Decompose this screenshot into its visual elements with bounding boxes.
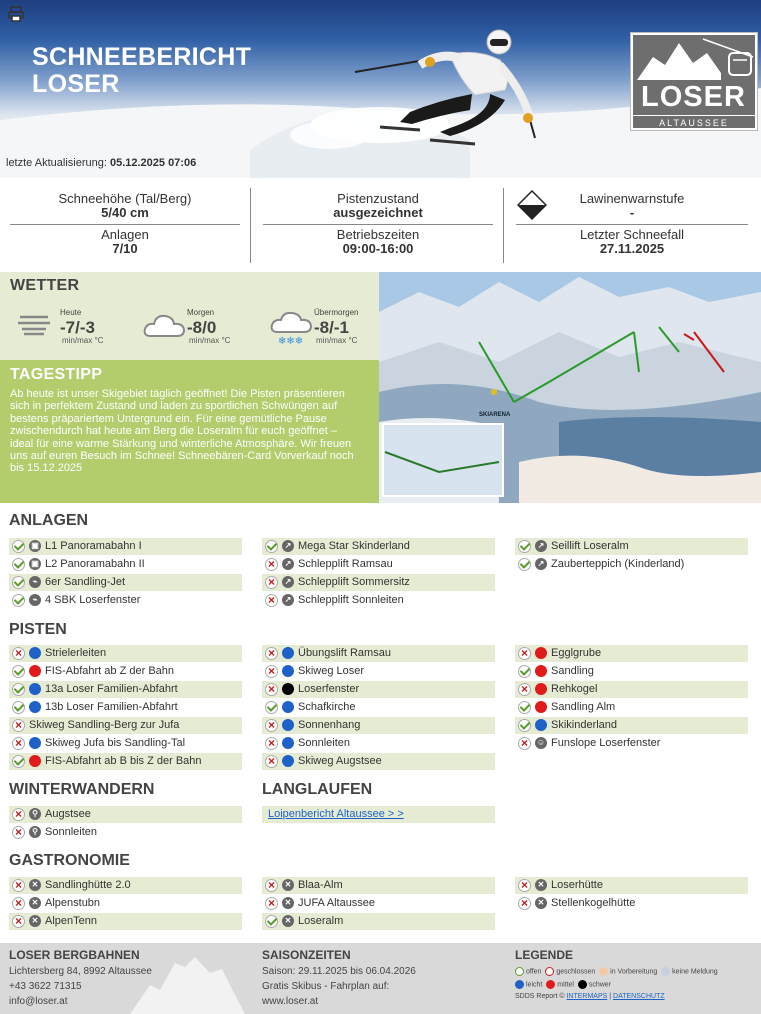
difficulty-blue-icon — [282, 719, 294, 731]
anlage-name: Schlepplift Ramsau — [298, 558, 393, 570]
status-open-icon — [12, 576, 25, 589]
footer-website[interactable]: www.loser.at — [262, 996, 319, 1007]
weather-panel — [0, 272, 379, 360]
gastro-name: Stellenkogelhütte — [551, 897, 636, 909]
piste-item — [515, 699, 748, 716]
status-open-icon — [12, 594, 25, 607]
anlage-name: Schlepplift Sonnleiten — [298, 594, 404, 606]
piste-name: FIS-Abfahrt ab B bis Z der Bahn — [45, 755, 202, 767]
anlage-name: Seillift Loseralm — [551, 540, 629, 552]
status-closed-icon — [12, 808, 25, 821]
status-closed-icon — [12, 897, 25, 910]
no-report-icon — [661, 967, 670, 976]
anlage-item — [262, 574, 495, 591]
piste-name: Skikinderland — [551, 719, 618, 731]
fog-icon — [16, 312, 52, 336]
piste-item — [9, 735, 242, 752]
restaurant-icon: ✕ — [535, 879, 547, 891]
piste-name: Sandling Alm — [551, 701, 616, 713]
piste-item — [262, 663, 495, 680]
key-stats — [0, 178, 761, 272]
piste-item — [515, 717, 748, 734]
winterwandern-name: Sonnleiten — [45, 826, 97, 838]
draglift-icon: ↗ — [282, 594, 294, 606]
hero-banner — [0, 0, 761, 178]
status-closed-icon — [265, 683, 278, 696]
anlage-item — [262, 556, 495, 573]
divider — [10, 224, 240, 225]
legend-credits: SDDS Report © INTERMAPS | DATENSCHUTZ — [515, 993, 665, 1000]
restaurant-icon: ✕ — [29, 879, 41, 891]
pisten-title: PISTEN — [9, 621, 67, 638]
footer-season-title: SAISONZEITEN — [262, 948, 351, 962]
status-closed-icon — [265, 558, 278, 571]
piste-item — [262, 681, 495, 698]
page-title: SCHNEEBERICHT LOSER — [32, 43, 252, 98]
status-closed-icon — [518, 647, 531, 660]
anlage-item — [9, 592, 242, 609]
status-open-icon — [12, 683, 25, 696]
hiker-icon: ⚲ — [29, 826, 41, 838]
intermaps-link[interactable]: INTERMAPS — [566, 993, 608, 1000]
status-closed-icon — [265, 665, 278, 678]
footer-phone[interactable]: +43 3622 71315 — [9, 981, 82, 992]
stat-anlagen: Anlagen 7/10 — [101, 227, 149, 256]
legend-row-difficulty: leicht mittel schwer — [515, 980, 611, 989]
status-open-icon — [518, 558, 531, 571]
difficulty-blue-icon — [282, 647, 294, 659]
gastro-item — [262, 913, 495, 930]
status-closed-icon — [518, 737, 531, 750]
restaurant-icon: ✕ — [282, 915, 294, 927]
gastro-name: JUFA Altaussee — [298, 897, 376, 909]
status-closed-icon — [12, 915, 25, 928]
piste-item — [9, 681, 242, 698]
difficulty-blue-icon — [282, 701, 294, 713]
footer-season-block — [262, 964, 416, 1009]
stat-betriebszeiten: Betriebszeiten 09:00-16:00 — [336, 227, 420, 256]
difficulty-blue-icon — [282, 737, 294, 749]
piste-item — [262, 717, 495, 734]
hiker-icon: ⚲ — [29, 808, 41, 820]
winterwandern-item — [9, 824, 242, 841]
difficulty-red-icon — [29, 665, 41, 677]
anlage-item — [9, 574, 242, 591]
status-open-icon — [518, 540, 531, 553]
difficult-icon — [578, 980, 587, 989]
piste-name: 13a Loser Familien-Abfahrt — [45, 683, 178, 695]
anlage-name: L1 Panoramabahn I — [45, 540, 142, 552]
cloud-icon — [143, 312, 187, 338]
footer-address-block — [9, 964, 152, 1009]
draglift-icon: ↗ — [535, 558, 547, 570]
difficulty-blue-icon — [535, 719, 547, 731]
medium-icon — [546, 980, 555, 989]
gastro-name: Loserhütte — [551, 879, 603, 891]
footer-email[interactable]: info@loser.at — [9, 996, 68, 1007]
anlagen-title: ANLAGEN — [9, 512, 89, 529]
legend-title: LEGENDE — [515, 948, 574, 962]
stat-letzter-schneefall: Letzter Schneefall 27.11.2025 — [579, 227, 685, 256]
status-open-icon — [518, 665, 531, 678]
season-dates: Saison: 29.11.2025 bis 06.04.2026 — [262, 966, 416, 977]
langlaufen-title: LANGLAUFEN — [262, 781, 373, 798]
status-closed-icon — [518, 683, 531, 696]
piste-item — [262, 735, 495, 752]
piste-item — [9, 753, 242, 770]
piste-name: Strielerleiten — [45, 647, 107, 659]
status-closed-icon — [12, 719, 25, 732]
status-open-icon — [12, 701, 25, 714]
tagestipp-title: TAGESTIPP — [10, 366, 103, 383]
difficulty-blue-icon — [29, 647, 41, 659]
piste-name: Funslope Loserfenster — [551, 737, 661, 749]
status-open-icon — [518, 719, 531, 732]
divider — [503, 188, 504, 263]
anlage-item — [9, 538, 242, 555]
anlage-item — [515, 556, 748, 573]
weather-temp: -7/-3 — [60, 318, 95, 337]
status-open-icon — [12, 540, 25, 553]
status-closed-icon — [265, 737, 278, 750]
draglift-icon: ↗ — [282, 558, 294, 570]
piste-name: Schafkirche — [298, 701, 356, 713]
piste-name: Sandling — [551, 665, 594, 677]
piste-item — [262, 753, 495, 770]
anlage-name: 4 SBK Loserfenster — [45, 594, 141, 606]
status-open-icon — [12, 558, 25, 571]
status-closed-icon — [12, 737, 25, 750]
chairlift-icon: ⌁ — [29, 576, 41, 588]
closed-icon — [545, 967, 554, 976]
status-closed-icon — [518, 879, 531, 892]
stat-pistenzustand: Pistenzustand ausgezeichnet — [333, 191, 423, 220]
winterwandern-item — [9, 806, 242, 823]
status-open-icon — [12, 755, 25, 768]
piste-item — [515, 663, 748, 680]
gastro-item — [515, 877, 748, 894]
gastro-name: Sandlinghütte 2.0 — [45, 879, 131, 891]
restaurant-icon: ✕ — [29, 915, 41, 927]
divider — [263, 224, 493, 225]
funslope-icon: ☺ — [536, 738, 546, 747]
datenschutz-link[interactable]: DATENSCHUTZ — [613, 993, 665, 1000]
piste-name: Übungslift Ramsau — [298, 647, 391, 659]
piste-name: Rehkogel — [551, 683, 598, 695]
gastro-item — [9, 913, 242, 930]
gastro-name: AlpenTenn — [45, 915, 97, 927]
legend-row-status: offen geschlossen in Vorbereitung keine Meldung — [515, 967, 718, 976]
difficulty-red-icon — [29, 755, 41, 767]
piste-item — [262, 645, 495, 662]
piste-name: Egglgrube — [551, 647, 602, 659]
gastro-item — [515, 895, 748, 912]
difficulty-blue-icon — [282, 665, 294, 677]
piste-name: Sonnleiten — [298, 737, 350, 749]
status-closed-icon — [265, 647, 278, 660]
skibus-text: Gratis Skibus - Fahrplan auf: — [262, 981, 390, 992]
restaurant-icon: ✕ — [282, 897, 294, 909]
difficulty-blue-icon — [29, 701, 41, 713]
draglift-icon: ↗ — [535, 540, 547, 552]
anlage-item — [262, 592, 495, 609]
piste-item — [9, 663, 242, 680]
footer — [0, 943, 761, 1014]
piste-item — [9, 699, 242, 716]
difficulty-blue-icon — [282, 755, 294, 767]
anlage-item — [262, 538, 495, 555]
difficulty-red-icon — [535, 647, 547, 659]
logo-text: LOSER — [641, 81, 746, 113]
difficulty-black-icon — [282, 683, 294, 695]
open-icon — [515, 967, 524, 976]
gastronomie-title: GASTRONOMIE — [9, 852, 130, 869]
loipenbericht-link[interactable]: Loipenbericht Altaussee > > — [262, 806, 495, 823]
piste-name: Skiweg Sandling-Berg zur Jufa — [29, 719, 180, 731]
preparation-icon — [599, 967, 608, 976]
anlage-name: Schlepplift Sommersitz — [298, 576, 410, 588]
draglift-icon: ↗ — [282, 576, 294, 588]
tagestipp-panel — [0, 360, 379, 503]
loser-logo[interactable] — [631, 33, 757, 130]
divider — [516, 224, 748, 225]
stat-schneehoehe: Schneehöhe (Tal/Berg) 5/40 cm — [58, 191, 192, 220]
last-updated: letzte Aktualisierung: 05.12.2025 07:06 — [6, 157, 197, 169]
skier-image — [300, 20, 560, 150]
status-open-icon — [265, 915, 278, 928]
chairlift-icon: ⌁ — [29, 594, 41, 606]
status-closed-icon — [265, 755, 278, 768]
anlage-item — [515, 538, 748, 555]
weather-temp: -8/-1 — [314, 318, 349, 337]
status-open-icon — [518, 701, 531, 714]
gastro-name: Blaa-Alm — [298, 879, 343, 891]
piste-name: FIS-Abfahrt ab Z der Bahn — [45, 665, 175, 677]
easy-icon — [515, 980, 524, 989]
weather-title: WETTER — [10, 277, 80, 294]
footer-address: Lichtersberg 84, 8992 Altaussee — [9, 966, 152, 977]
piste-item — [262, 699, 495, 716]
piste-item — [515, 645, 748, 662]
anlage-name: Zauberteppich (Kinderland) — [551, 558, 685, 570]
divider — [250, 188, 251, 263]
difficulty-blue-icon — [29, 683, 41, 695]
status-closed-icon — [265, 719, 278, 732]
status-closed-icon — [12, 647, 25, 660]
weather-unit: min/max °C — [62, 336, 104, 345]
anlage-name: 6er Sandling-Jet — [45, 576, 126, 588]
winterwandern-name: Augstsee — [45, 808, 91, 820]
status-closed-icon — [12, 826, 25, 839]
weather-day-label: Heute — [60, 308, 82, 317]
difficulty-blue-icon — [29, 737, 41, 749]
svg-text:❄❄❄: ❄❄❄ — [278, 336, 304, 347]
tagestipp-text: Ab heute ist unser Skigebiet täglich geöffnet! Die Pisten präsentieren sich in perfektem Zustand und laden zu sportlichen Schwüngen auf bestens präpariertem Untergrund ein. Für eine gemütliche Pause zwischendurch hat heute am Berg die Loseralm für euch geöffnet – ideal für eine warme Stärkung und winterliche Atmosphäre. Wir freuen uns auf euren Besuch im Schnee! Schneebären-Card Vorverkauf noch bis 15.12.2025 — [10, 388, 354, 475]
restaurant-icon: ✕ — [535, 897, 547, 909]
status-open-icon — [265, 701, 278, 714]
piste-name: Skiweg Augstsee — [298, 755, 382, 767]
svg-text:SKIARENA: SKIARENA — [479, 412, 511, 418]
gondola-icon: ▣ — [29, 558, 41, 570]
footer-company-title: LOSER BERGBAHNEN — [9, 948, 140, 962]
stat-lawinenwarnstufe: Lawinenwarnstufe - — [579, 191, 685, 220]
weather-temp: -8/0 — [187, 318, 217, 337]
gastro-name: Loseralm — [298, 915, 344, 927]
gastro-item — [262, 895, 495, 912]
difficulty-red-icon — [535, 665, 547, 677]
winterwandern-title: WINTERWANDERN — [9, 781, 155, 798]
piste-item — [515, 735, 748, 752]
difficulty-red-icon — [535, 683, 547, 695]
status-closed-icon — [265, 576, 278, 589]
weather-unit: min/max °C — [316, 336, 358, 345]
logo-subtitle: ALTAUSSEE — [633, 115, 755, 128]
gastro-name: Alpenstubn — [45, 897, 101, 909]
piste-name: Sonnenhang — [298, 719, 361, 731]
restaurant-icon: ✕ — [282, 879, 294, 891]
weather-unit: min/max °C — [189, 336, 231, 345]
status-open-icon — [265, 540, 278, 553]
difficulty-red-icon — [535, 701, 547, 713]
piste-name: Skiweg Loser — [298, 665, 365, 677]
anlage-item — [9, 556, 242, 573]
piste-name: Loserfenster — [298, 683, 360, 695]
snow-cloud-icon — [270, 312, 314, 348]
status-closed-icon — [12, 879, 25, 892]
ski-map-image[interactable] — [379, 272, 761, 503]
status-closed-icon — [518, 897, 531, 910]
status-closed-icon — [265, 594, 278, 607]
piste-name: Skiweg Jufa bis Sandling-Tal — [45, 737, 186, 749]
piste-name: 13b Loser Familien-Abfahrt — [45, 701, 178, 713]
status-closed-icon — [265, 879, 278, 892]
gastro-item — [262, 877, 495, 894]
piste-item — [515, 681, 748, 698]
gondola-icon: ▣ — [29, 540, 41, 552]
weather-day-label: Morgen — [187, 308, 215, 317]
piste-item — [9, 645, 242, 662]
restaurant-icon: ✕ — [29, 897, 41, 909]
anlage-name: Mega Star Skinderland — [298, 540, 410, 552]
draglift-icon: ↗ — [282, 540, 294, 552]
status-closed-icon — [265, 897, 278, 910]
status-open-icon — [12, 665, 25, 678]
weather-day-label: Übermorgen — [314, 308, 359, 317]
gastro-item — [9, 895, 242, 912]
piste-item — [9, 717, 242, 734]
gastro-item — [9, 877, 242, 894]
anlage-name: L2 Panoramabahn II — [45, 558, 145, 570]
